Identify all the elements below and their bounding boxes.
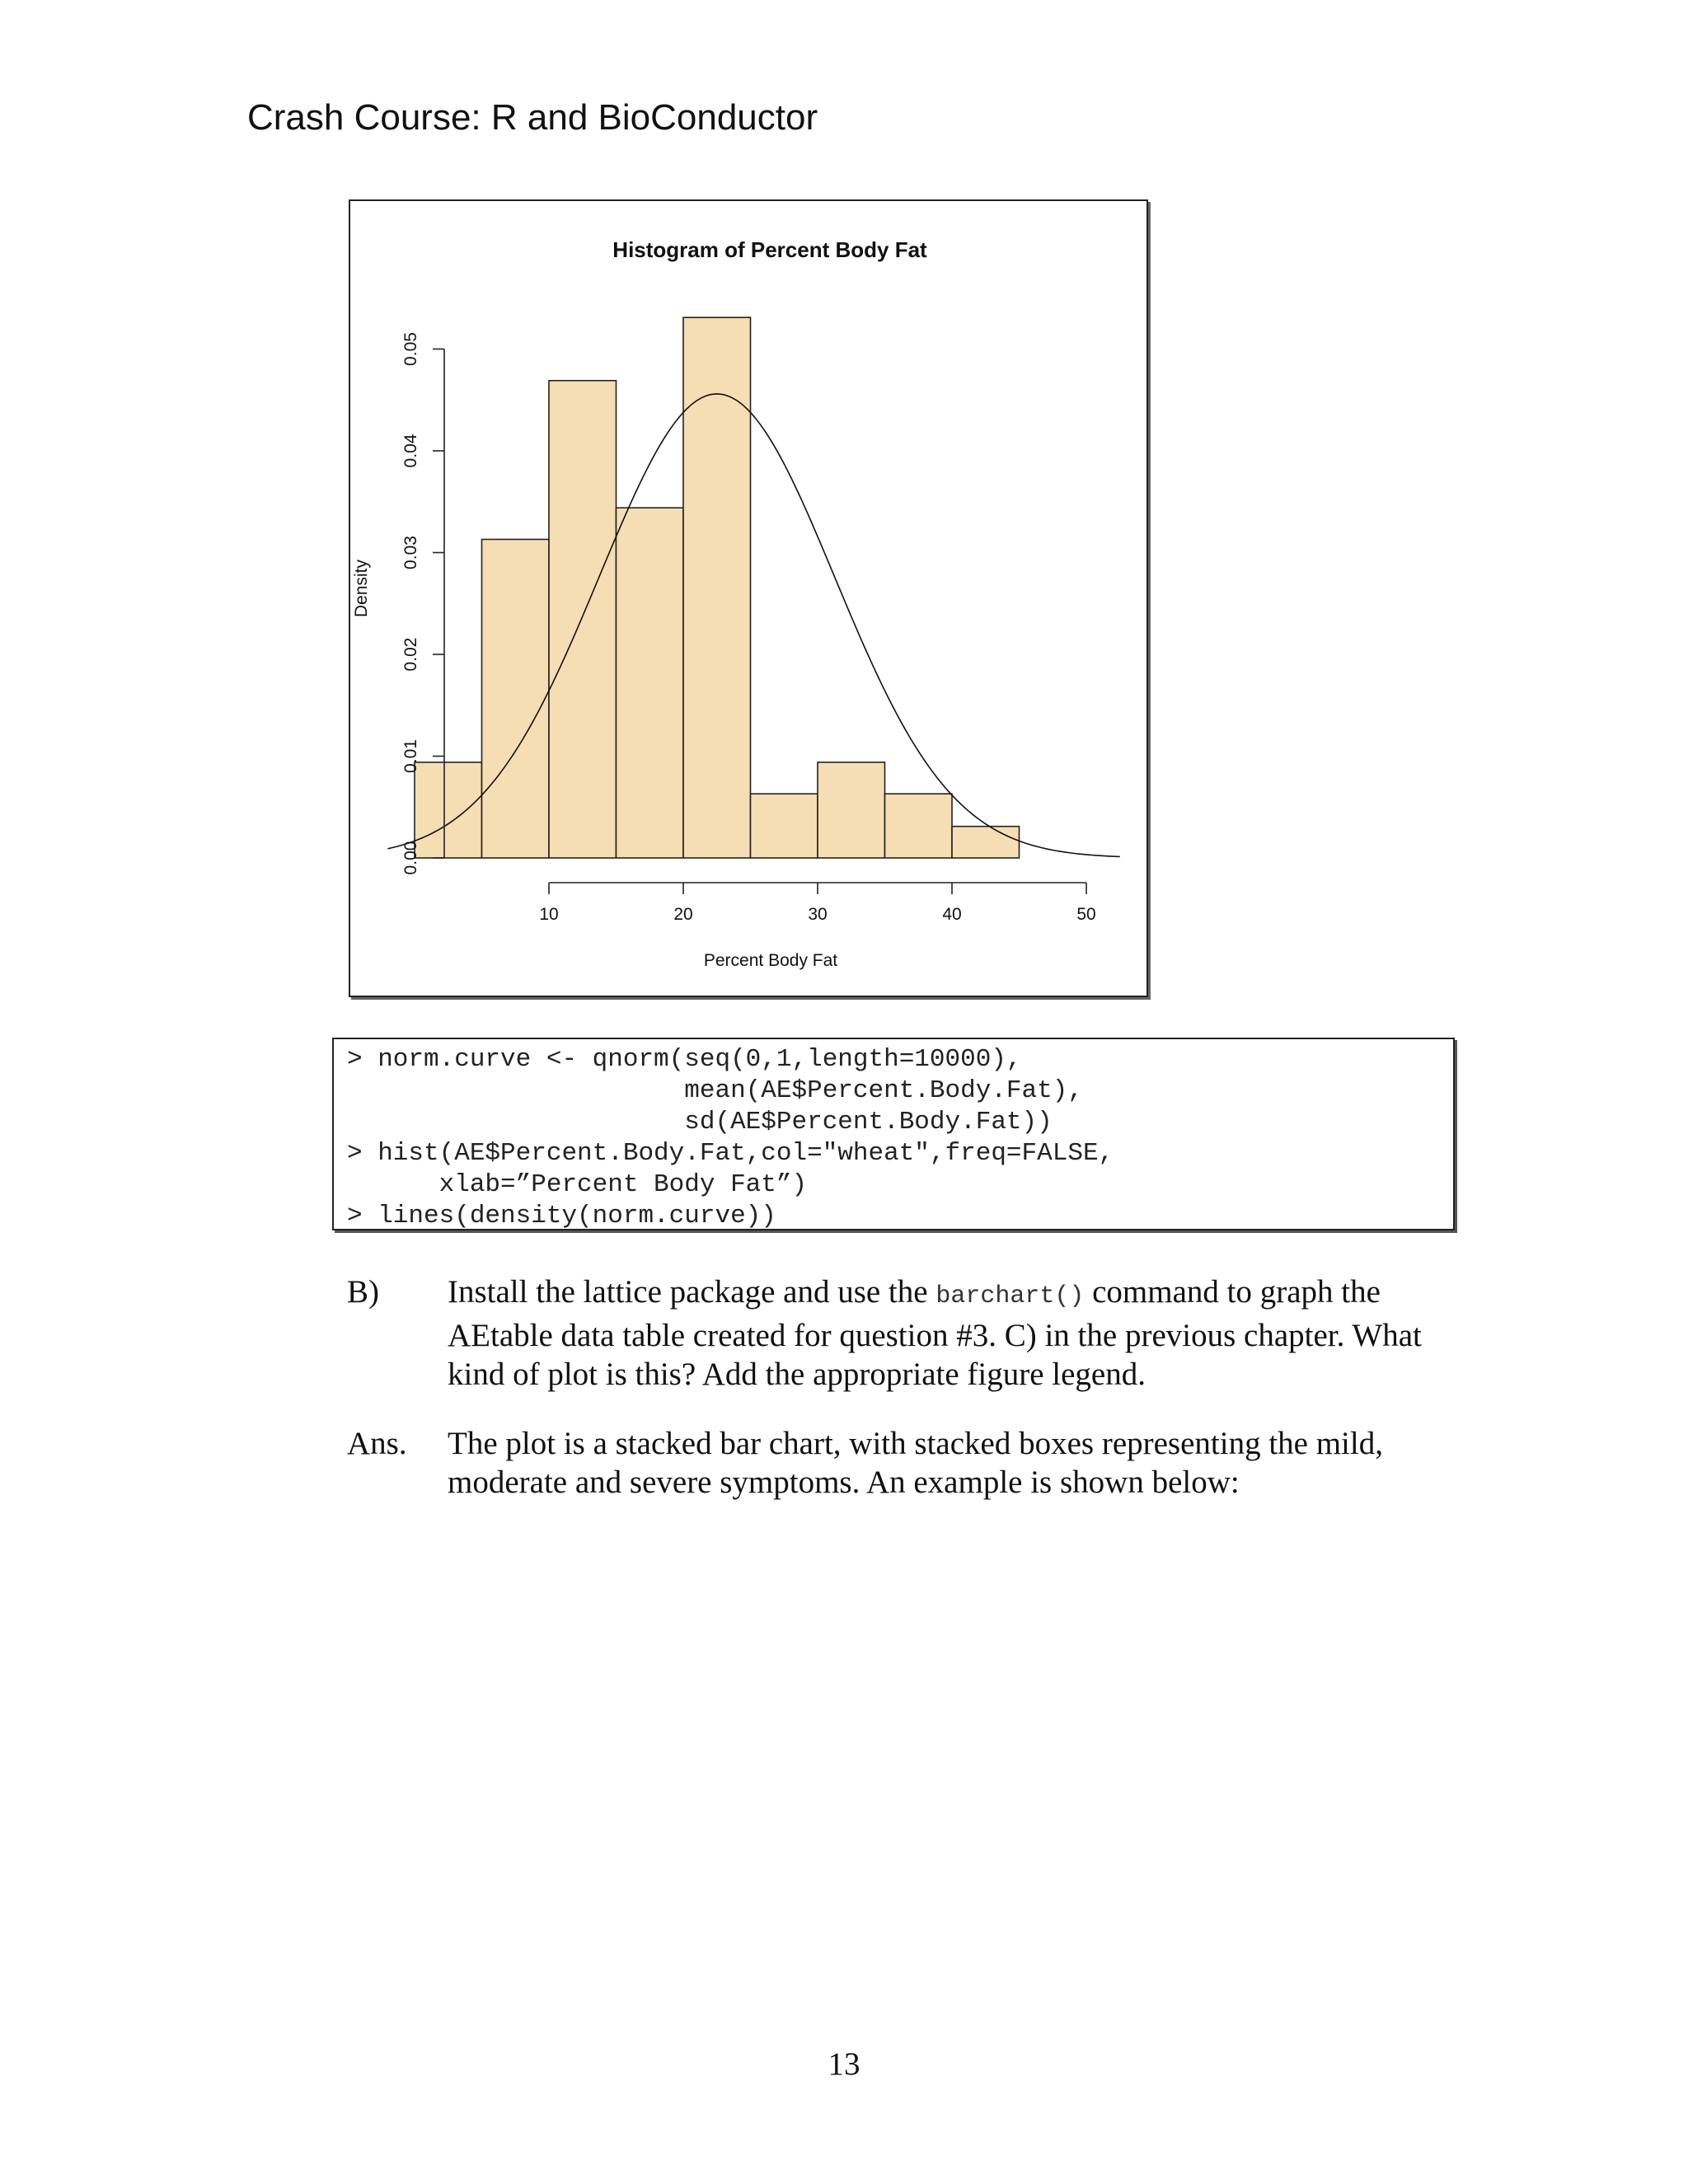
y-tick-label: 0.04 [401, 434, 420, 468]
histogram-chart [350, 201, 1146, 996]
code-line: > hist(AE$Percent.Body.Fat,col="wheat",freq=FALSE, [347, 1139, 1114, 1168]
histogram-bar [617, 508, 684, 858]
histogram-bar [683, 317, 751, 858]
histogram-bar [885, 794, 953, 858]
x-tick-label: 50 [1076, 905, 1096, 924]
code-line: mean(AE$Percent.Body.Fat), [347, 1076, 1083, 1105]
inline-code: barchart() [935, 1282, 1085, 1310]
x-tick-label: 30 [808, 905, 828, 924]
histogram-bar [751, 794, 818, 858]
histogram-figure [349, 199, 1148, 997]
histogram-bars [415, 317, 1020, 858]
y-tick-label: 0.02 [401, 637, 420, 672]
code-line: > lines(density(norm.curve)) [347, 1202, 776, 1230]
y-tick-label: 0.01 [401, 739, 420, 773]
y-axis-label: Density [352, 559, 371, 618]
x-axis [539, 883, 1095, 924]
y-tick-label: 0.05 [401, 332, 420, 366]
y-tick-label: 0.00 [401, 841, 420, 875]
page-header: Crash Course: R and BioConductor [247, 97, 818, 138]
x-tick-label: 40 [942, 905, 962, 924]
code-line: > norm.curve <- qnorm(seq(0,1,length=10000), [347, 1045, 1022, 1074]
question-paragraph [347, 1272, 1501, 1396]
histogram-bar [415, 762, 482, 858]
x-tick-label: 20 [673, 905, 693, 924]
question-label: B) [347, 1274, 379, 1310]
chart-title: Histogram of Percent Body Fat [612, 237, 927, 262]
answer-text: The plot is a stacked bar chart, with stacked boxes representing the mild, moderate and severe symptoms. An example is shown below: [448, 1426, 1383, 1500]
page-number: 13 [828, 2046, 860, 2082]
x-axis-label: Percent Body Fat [703, 951, 838, 970]
question-text: Install the lattice package and use the barchart() command to graph the AEtable data table created for question #3. C) in the previous chapter. What kind of plot is this? Add the appropriate figure legend. [448, 1274, 1422, 1392]
x-tick-label: 10 [539, 905, 559, 924]
y-tick-label: 0.03 [401, 536, 420, 569]
code-block [332, 1038, 1455, 1230]
histogram-bar [818, 762, 885, 858]
histogram-bar [482, 539, 550, 858]
code-line: sd(AE$Percent.Body.Fat)) [347, 1108, 1053, 1137]
code-line: xlab=”Percent Body Fat”) [347, 1170, 808, 1199]
answer-label: Ans. [347, 1426, 407, 1461]
answer-paragraph [347, 1424, 1501, 1507]
histogram-bar [549, 381, 617, 858]
histogram-bar [952, 827, 1020, 858]
